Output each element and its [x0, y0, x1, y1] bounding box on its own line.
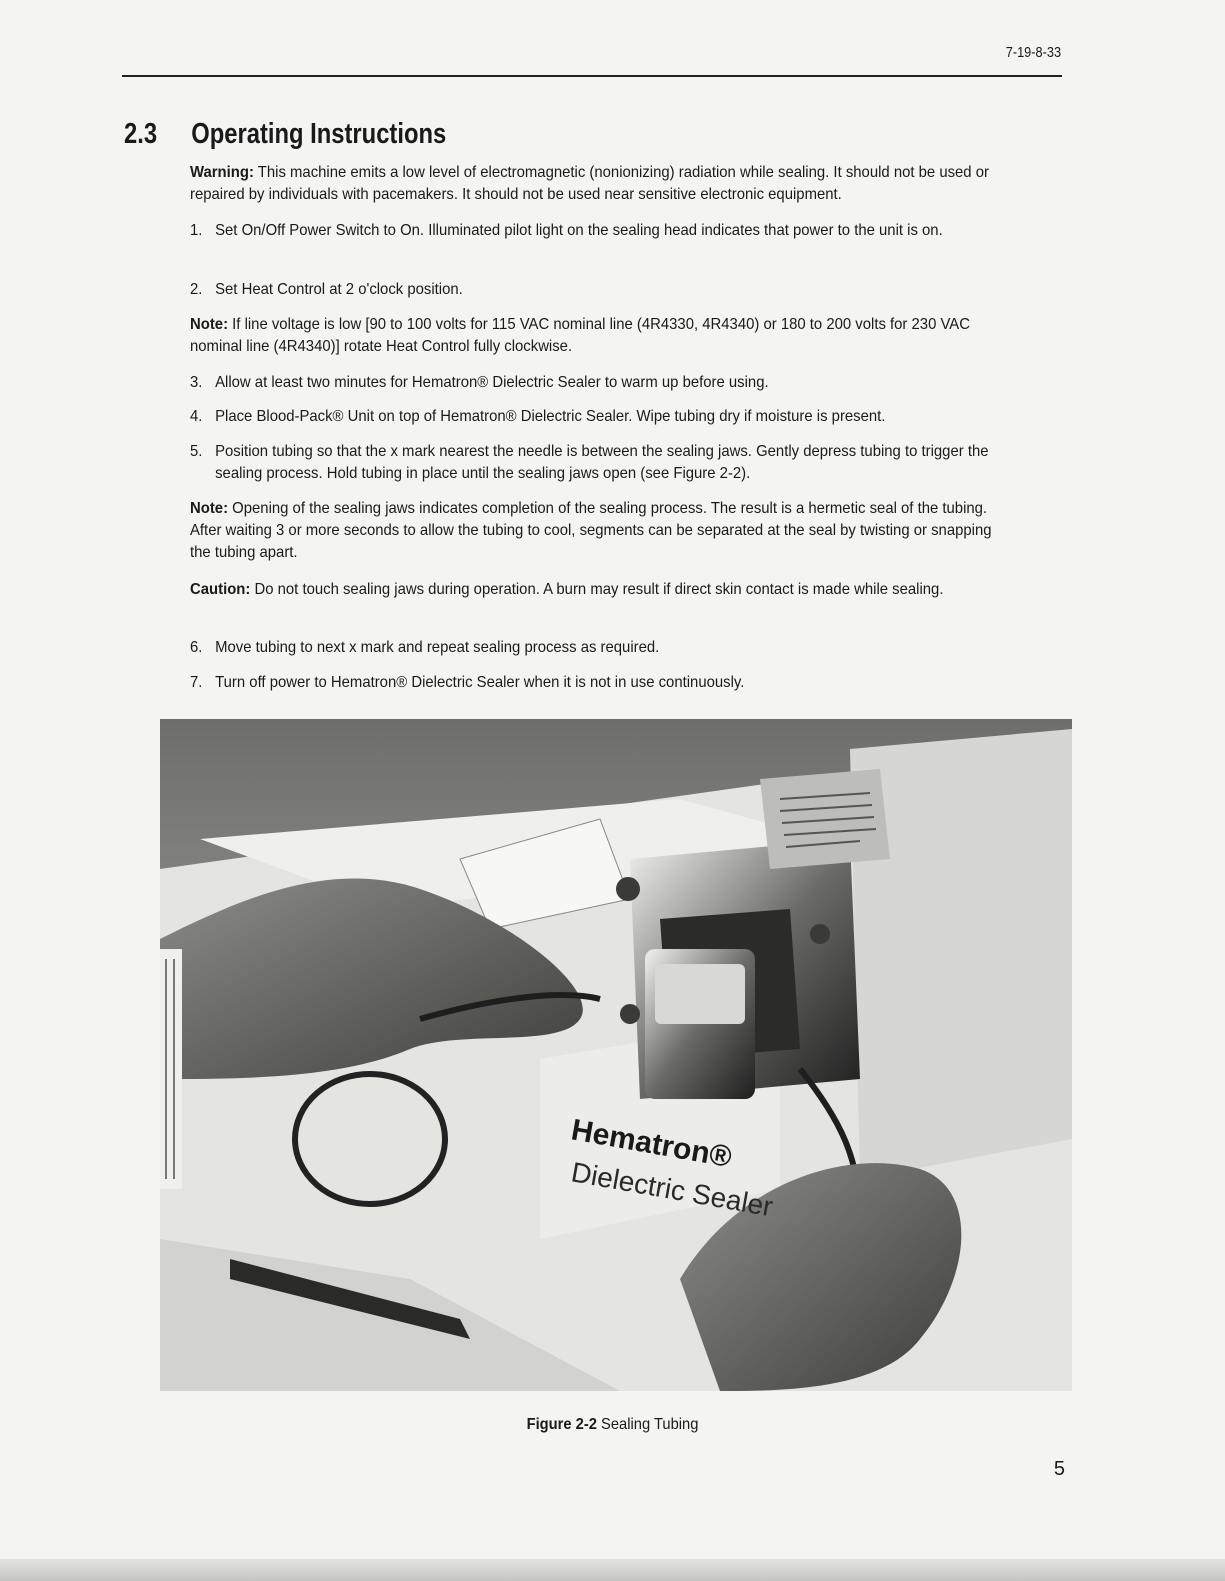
warning-text: This machine emits a low level of electromagnetic (nonionizing) radiation while sealing. It should not be used or repaired by individuals with pacemakers. It should not be used near sensitive electronic equipment. — [190, 164, 989, 203]
step-item — [190, 279, 1015, 301]
figure-label: Figure 2-2 — [526, 1416, 597, 1433]
warning-paragraph — [190, 162, 999, 206]
note-paragraph — [190, 314, 999, 358]
step-number: 4. — [190, 408, 203, 425]
scan-bottom-band — [0, 1559, 1225, 1581]
device-name-label: Dielectric Sealer — [568, 1156, 776, 1223]
section-number: 2.3 — [124, 118, 158, 150]
step-text: Turn off power to Hematron® Dielectric Sealer when it is not in use continuously. — [215, 674, 745, 691]
caution-paragraph — [190, 579, 999, 601]
section-heading — [124, 118, 446, 151]
document-code: 7-19-8-33 — [1005, 44, 1061, 61]
note-label: Note: — [190, 500, 229, 517]
warning-label: Warning: — [190, 164, 254, 181]
step-number: 1. — [190, 222, 203, 239]
step-item — [190, 372, 1015, 394]
figure-caption-text: Sealing Tubing — [601, 1416, 699, 1433]
step-item — [190, 220, 1015, 242]
caution-label: Caution: — [190, 581, 251, 598]
caution-text: Do not touch sealing jaws during operation. A burn may result if direct skin contact is made while sealing. — [254, 581, 944, 598]
step-text: Set Heat Control at 2 o'clock position. — [215, 281, 463, 298]
figure-photo-sealing-tubing — [160, 719, 1072, 1391]
step-text: Place Blood-Pack® Unit on top of Hematron® Dielectric Sealer. Wipe tubing dry if moisture is present. — [215, 408, 886, 425]
note-text: Opening of the sealing jaws indicates completion of the sealing process. The result is a hermetic seal of the tubing. After waiting 3 or more seconds to allow the tubing to cool, segments can be separated at the seal by twisting or snapping the tubing apart. — [190, 500, 992, 561]
step-text: Move tubing to next x mark and repeat sealing process as required. — [215, 639, 660, 656]
note-paragraph — [190, 498, 999, 564]
note-label: Note: — [190, 316, 229, 333]
step-number: 6. — [190, 639, 203, 656]
device-brand-label: Hematron® — [568, 1113, 735, 1175]
step-number: 2. — [190, 281, 203, 298]
figure-caption — [49, 1416, 1176, 1434]
step-item — [190, 406, 1015, 428]
step-item — [190, 637, 1015, 659]
step-item — [190, 672, 1015, 694]
step-text: Allow at least two minutes for Hematron® Dielectric Sealer to warm up before using. — [215, 374, 769, 391]
step-number: 5. — [190, 443, 203, 460]
step-number: 3. — [190, 374, 203, 391]
page-number: 5 — [1053, 1458, 1065, 1480]
header-rule — [122, 75, 1062, 77]
step-text: Position tubing so that the x mark nearest the needle is between the sealing jaws. Gently depress tubing to trigger the sealing process. Hold tubing in place until the sealing jaws open (see Figure 2-2). — [215, 443, 989, 482]
note-text: If line voltage is low [90 to 100 volts for 115 VAC nominal line (4R4330, 4R4340) or 180 to 200 volts for 230 VAC nominal line (4R4340)] rotate Heat Control fully clockwise. — [190, 316, 970, 355]
section-title: Operating Instructions — [191, 118, 447, 150]
step-item — [190, 441, 1015, 485]
step-text: Set On/Off Power Switch to On. Illuminated pilot light on the sealing head indicates that power to the unit is on. — [215, 222, 943, 239]
step-number: 7. — [190, 674, 203, 691]
